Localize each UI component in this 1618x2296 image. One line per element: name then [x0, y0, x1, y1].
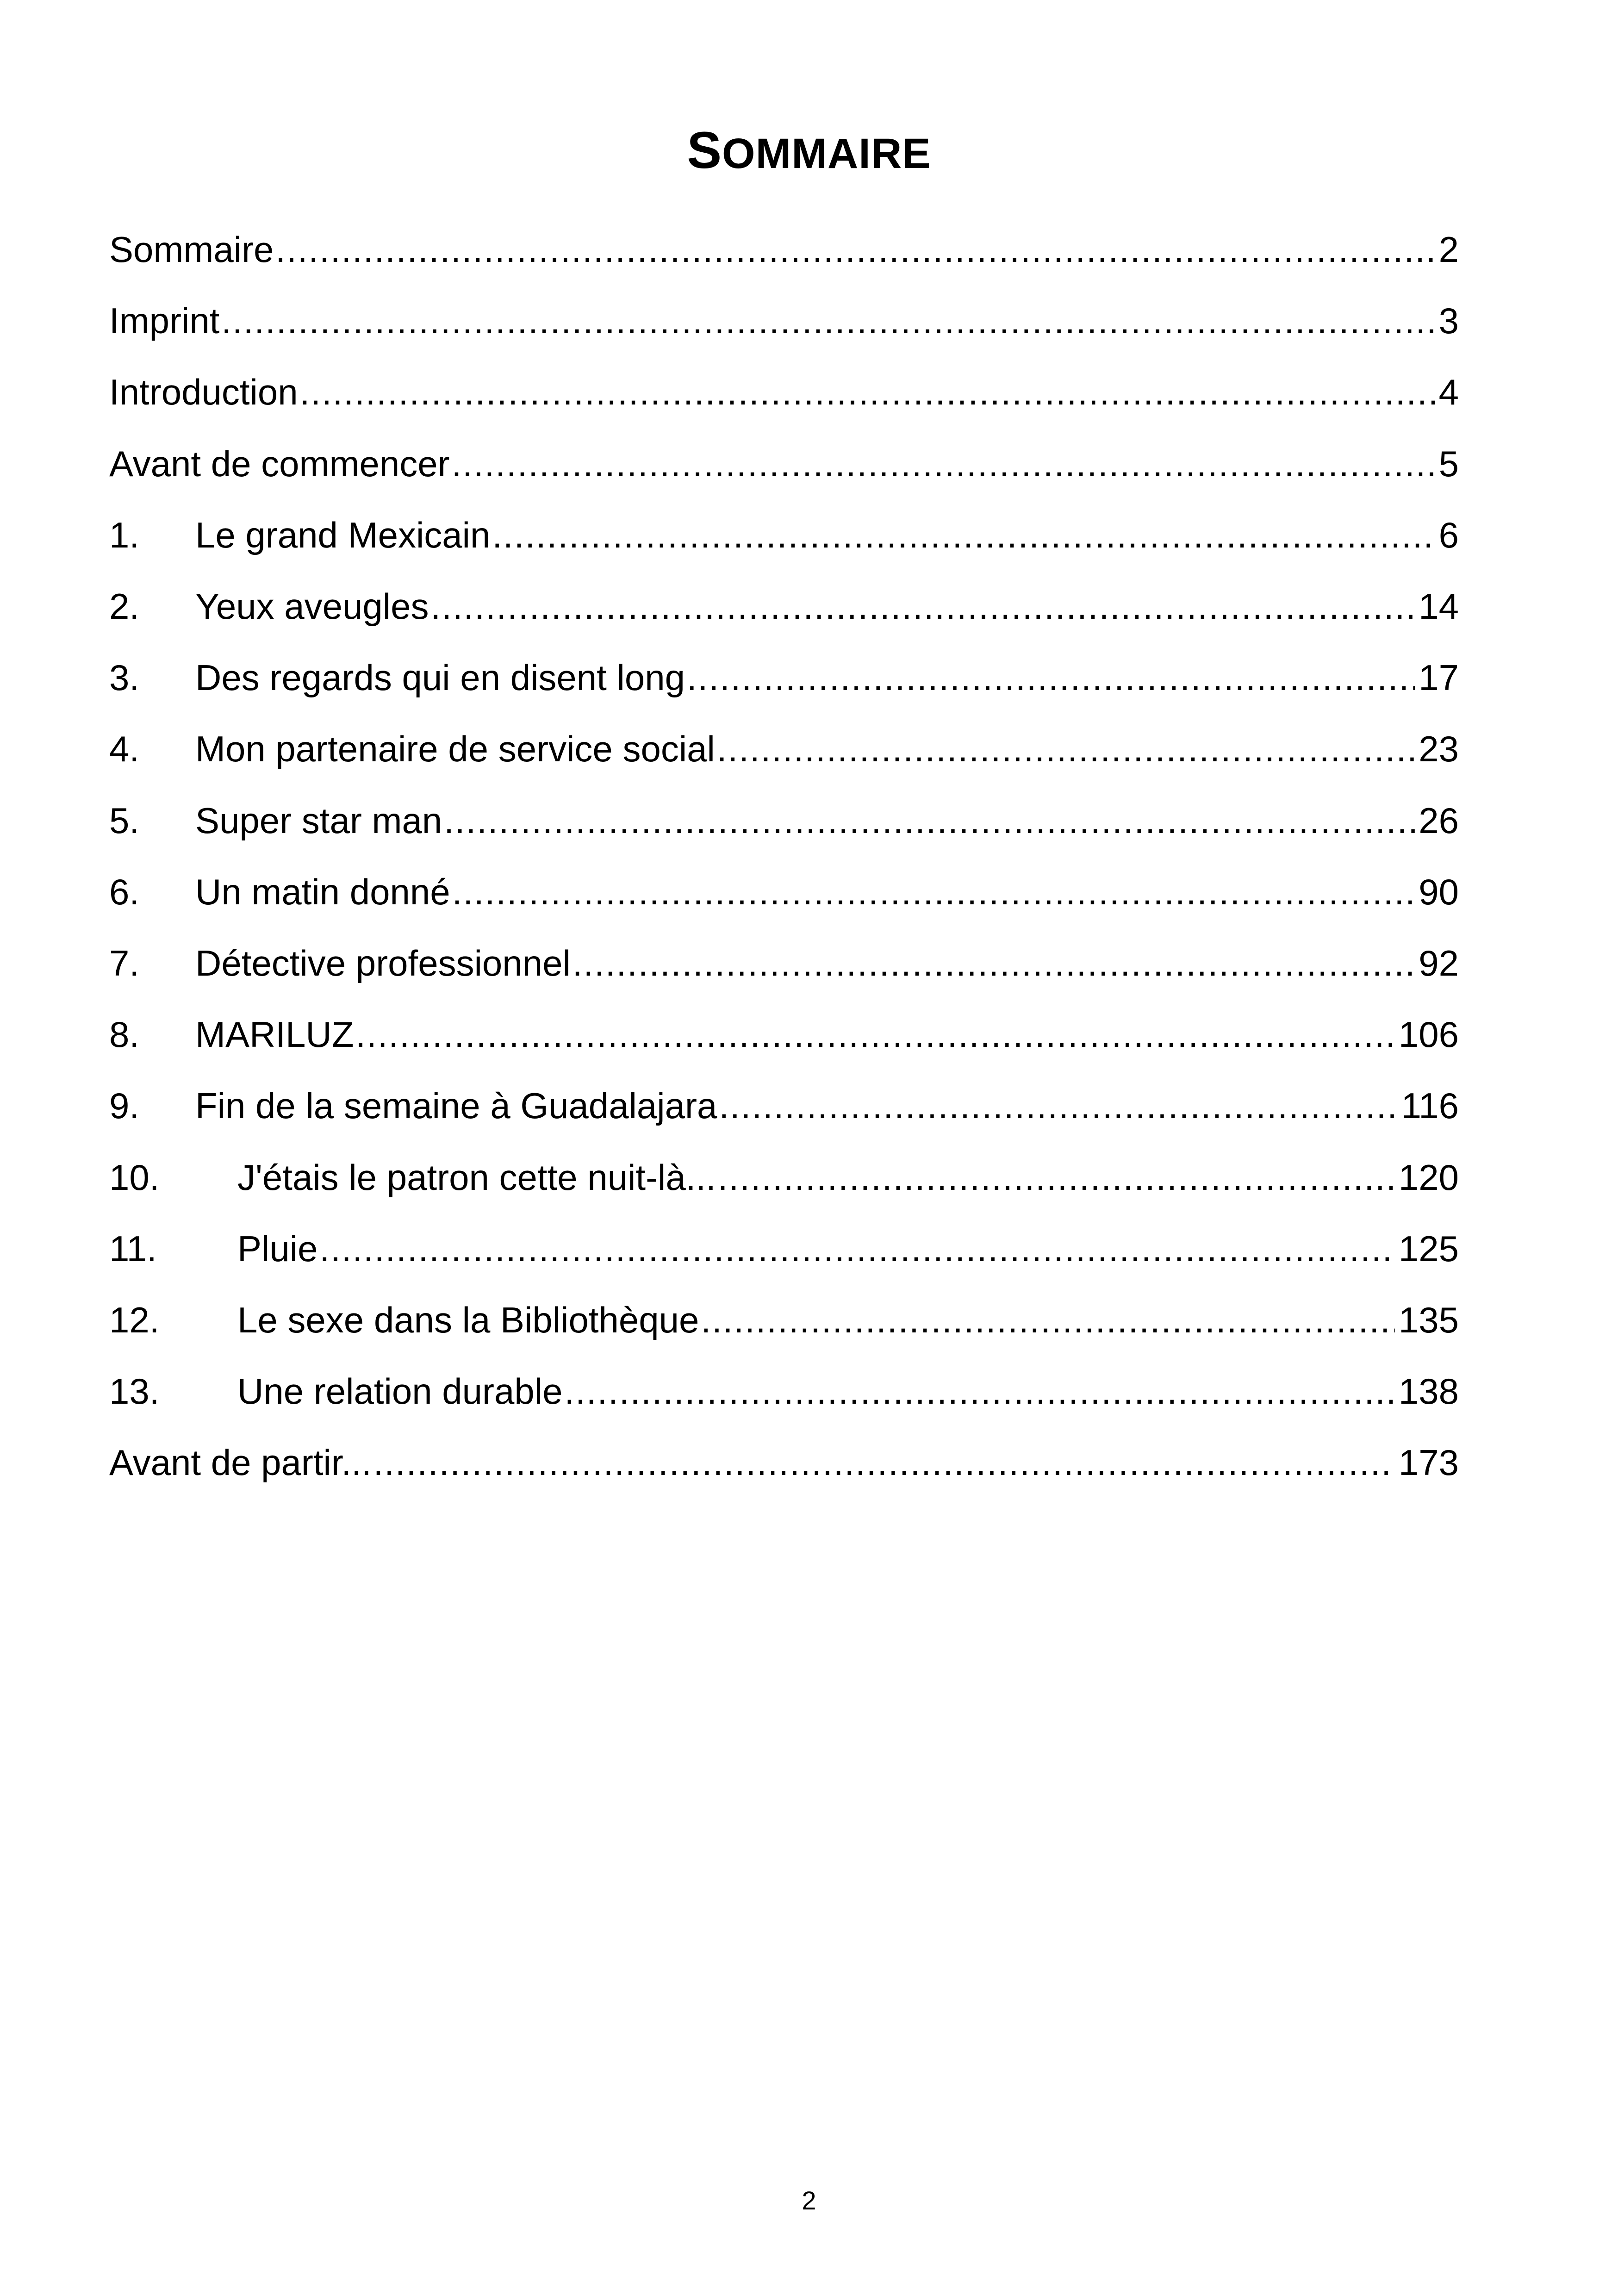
toc-entry-page: 106 [1398, 1014, 1459, 1055]
toc-entry-number: 7. [109, 942, 140, 983]
toc-entry-page: 173 [1398, 1442, 1459, 1483]
toc-entry-page: 26 [1419, 800, 1459, 841]
toc-entry-label: MARILUZ [195, 1014, 354, 1055]
toc-entry-number: 11. [109, 1228, 157, 1269]
toc-entry-label: Le grand Mexicain [195, 514, 491, 555]
toc-entry-page: 2 [1438, 229, 1459, 270]
toc-entry-chapter-8[interactable] [109, 999, 1459, 1070]
toc-dot-leader [319, 1226, 1394, 1272]
toc-entry-chapter-3[interactable] [109, 642, 1459, 713]
toc-entry-label: Mon partenaire de service social [195, 728, 715, 770]
toc-dot-leader [492, 512, 1435, 558]
toc-entry-label: Pluie [237, 1228, 318, 1269]
toc-entry-page: 92 [1419, 942, 1459, 983]
toc-entry-label: Introduction [109, 372, 298, 413]
toc-entry-avant-de-partir[interactable] [109, 1427, 1459, 1498]
toc-entry-label: Des regards qui en disent long [195, 657, 685, 698]
toc-entry-chapter-7[interactable] [109, 927, 1459, 999]
toc-entry-label: Yeux aveugles [195, 586, 429, 627]
toc-entry-label: Avant de partir... [109, 1442, 372, 1483]
toc-entry-number: 2. [109, 586, 140, 627]
toc-entry-label: Imprint [109, 300, 220, 342]
toc-entry-number: 12. [109, 1299, 160, 1340]
toc-entry-number: 3. [109, 657, 140, 698]
title-first-letter: S [687, 121, 722, 179]
toc-dot-leader [431, 583, 1415, 629]
toc-dot-leader [717, 726, 1415, 772]
toc-entry-chapter-4[interactable] [109, 713, 1459, 784]
toc-entry-chapter-5[interactable] [109, 785, 1459, 856]
toc-dot-leader [701, 1297, 1394, 1343]
toc-dot-leader [452, 441, 1435, 487]
toc-entry-chapter-1[interactable] [109, 499, 1459, 571]
toc-dot-leader [452, 869, 1415, 915]
toc-entry-number: 9. [109, 1085, 140, 1126]
toc-entry-avant-de-commencer[interactable] [109, 428, 1459, 499]
toc-dot-leader [373, 1439, 1395, 1486]
toc-entry-page: 4 [1438, 372, 1459, 413]
toc-dot-leader [687, 654, 1415, 701]
toc-entry-page: 17 [1419, 657, 1459, 698]
toc-entry-number: 1. [109, 514, 140, 555]
toc-entry-page: 3 [1438, 300, 1459, 342]
toc-entry-label: J'étais le patron cette nuit-là... [237, 1157, 716, 1198]
toc-entry-number: 13. [109, 1371, 160, 1412]
toc-entry-page: 5 [1438, 443, 1459, 484]
toc-entry-number: 10. [109, 1157, 160, 1198]
toc-dot-leader [300, 369, 1435, 415]
toc-entry-chapter-10[interactable] [109, 1141, 1459, 1213]
toc-entry-page: 23 [1419, 728, 1459, 770]
page-title [0, 118, 1618, 186]
toc-dot-leader [355, 1011, 1395, 1058]
toc-entry-label: Un matin donné [195, 871, 450, 912]
toc-dot-leader [573, 940, 1415, 986]
toc-dot-leader [718, 1154, 1395, 1201]
toc-entry-label: Sommaire [109, 229, 274, 270]
toc-dot-leader [444, 797, 1415, 844]
footer-page-number: 2 [802, 2186, 816, 2215]
toc-entry-label: Fin de la semaine à Guadalajara [195, 1085, 717, 1126]
toc-entry-page: 138 [1398, 1371, 1459, 1412]
toc-dot-leader [221, 298, 1435, 344]
toc-entry-label: Super star man [195, 800, 442, 841]
toc-dot-leader [719, 1083, 1397, 1129]
table-of-contents [109, 214, 1459, 1498]
toc-entry-page: 125 [1398, 1228, 1459, 1269]
toc-entry-number: 6. [109, 871, 140, 912]
toc-dot-leader [275, 226, 1435, 273]
toc-entry-sommaire[interactable] [109, 214, 1459, 285]
toc-entry-label: Le sexe dans la Bibliothèque [237, 1299, 699, 1340]
toc-entry-number: 4. [109, 728, 140, 770]
toc-entry-imprint[interactable] [109, 285, 1459, 356]
toc-entry-page: 120 [1398, 1157, 1459, 1198]
title-rest: OMMAIRE [722, 130, 931, 177]
toc-entry-number: 5. [109, 800, 140, 841]
toc-entry-label: Détective professionnel [195, 942, 571, 983]
toc-entry-introduction[interactable] [109, 356, 1459, 428]
toc-entry-chapter-6[interactable] [109, 856, 1459, 927]
toc-entry-number: 8. [109, 1014, 140, 1055]
toc-entry-page: 135 [1398, 1299, 1459, 1340]
toc-entry-chapter-9[interactable] [109, 1070, 1459, 1141]
toc-entry-page: 6 [1438, 514, 1459, 555]
toc-entry-page: 14 [1419, 586, 1459, 627]
toc-entry-chapter-2[interactable] [109, 571, 1459, 642]
toc-dot-leader [564, 1368, 1394, 1414]
toc-entry-page: 90 [1419, 871, 1459, 912]
toc-entry-label: Une relation durable [237, 1371, 563, 1412]
toc-entry-chapter-13[interactable] [109, 1356, 1459, 1427]
toc-entry-label: Avant de commencer [109, 443, 450, 484]
toc-entry-chapter-11[interactable] [109, 1213, 1459, 1284]
toc-entry-chapter-12[interactable] [109, 1284, 1459, 1356]
toc-entry-page: 116 [1401, 1085, 1459, 1126]
